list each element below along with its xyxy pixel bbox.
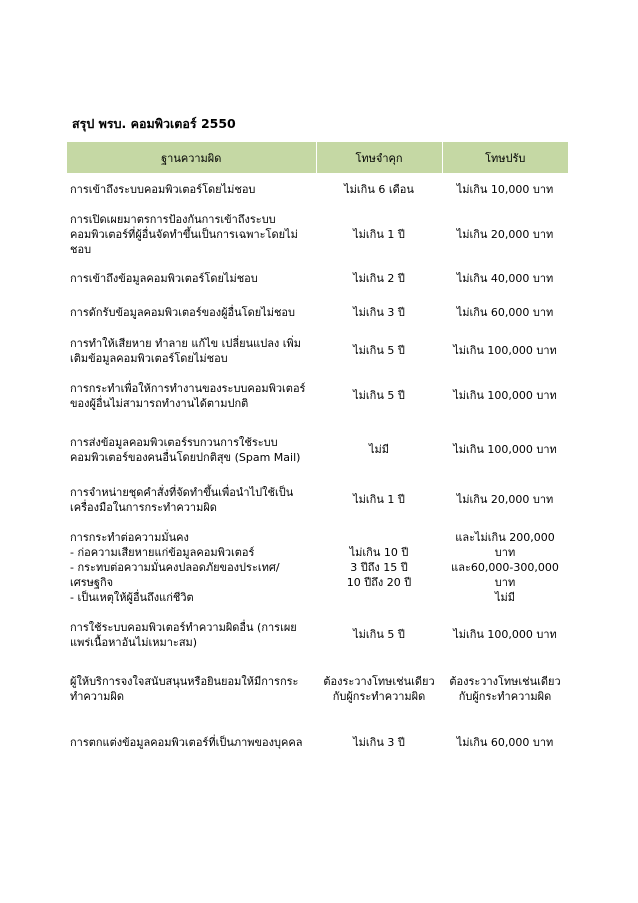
prison-cell: ไม่เกิน 1 ปี [353, 493, 405, 506]
prison-cell: ไม่เกิน 5 ปี [353, 389, 405, 402]
document-title: สรุป พรบ. คอมพิวเตอร์ 2550 [72, 116, 236, 131]
prison-cell: ไม่เกิน 3 ปี [353, 736, 405, 749]
offense-cell: การกระทำเพื่อให้การทำงานของระบบคอมพิวเตอร์ของผู้อื่นไม่สามารถทำงานได้ตามปกติ [70, 381, 306, 410]
column-header-offense: ฐานความผิด [67, 142, 316, 174]
table-header [67, 142, 568, 174]
column-header-fine: โทษปรับ [442, 142, 568, 174]
column-header-prison: โทษจำคุก [316, 142, 442, 174]
fine-cell: ไม่เกิน 20,000 บาท [456, 227, 554, 241]
table-row [67, 294, 568, 332]
offense-cell: ผู้ให้บริการจงใจสนับสนุนหรือยินยอมให้มีการกระทำความผิด [70, 675, 299, 703]
table-body [67, 174, 568, 763]
table-row [67, 264, 568, 294]
table-row [67, 205, 568, 264]
table-row [67, 478, 568, 522]
fine-cell: ไม่เกิน 100,000 บาท [453, 443, 557, 456]
table-row [67, 614, 568, 656]
table-row [67, 332, 568, 370]
offense-cell: การทำให้เสียหาย ทำลาย แก้ไข เปลี่ยนแปลง เพิ่มเติมข้อมูลคอมพิวเตอร์โดยไม่ชอบ [70, 336, 302, 365]
prison-cell: ไม่เกิน 1 ปี [353, 227, 405, 241]
offense-cell: การจำหน่ายชุดคำสั่งที่จัดทำขึ้นเพื่อนำไปใช้เป็นเครื่องมือในการกระทำความผิด [70, 485, 294, 514]
prison-cell: ไม่เกิน 10 ปี 3 ปีถึง 15 ปี 10 ปีถึง 20 ปี [346, 546, 412, 589]
fine-cell: และไม่เกิน 200,000 บาท และ60,000-300,000 บาท ไม่มี [451, 531, 559, 604]
prison-cell: ไม่เกิน 3 ปี [353, 306, 405, 319]
offense-cell: การดักรับข้อมูลคอมพิวเตอร์ของผู้อื่นโดยไม่ชอบ [70, 306, 296, 319]
table-row [67, 370, 568, 422]
table-row [67, 723, 568, 763]
fine-cell: ไม่เกิน 10,000 บาท [456, 182, 554, 196]
prison-cell: ไม่เกิน 6 เดือน [344, 182, 414, 196]
offense-cell: การเข้าถึงข้อมูลคอมพิวเตอร์โดยไม่ชอบ [70, 272, 258, 285]
offense-cell: การตกแต่งข้อมูลคอมพิวเตอร์ที่เป็นภาพของบุคคล [70, 736, 303, 749]
table-row [67, 174, 568, 205]
table-header-row [67, 142, 568, 174]
offense-cell: การเปิดเผยมาตรการป้องกันการเข้าถึงระบบคอมพิวเตอร์ที่ผู้อื่นจัดทำขึ้นเป็นการเฉพาะโดยไม่ชอบ [70, 212, 298, 256]
fine-cell: ไม่เกิน 60,000 บาท [456, 736, 554, 749]
fine-cell: ต้องระวางโทษเช่นเดียวกับผู้กระทำความผิด [449, 675, 561, 703]
prison-cell: ไม่เกิน 5 ปี [353, 344, 405, 357]
offense-cell: การกระทำต่อความมั่นคง - ก่อความเสียหายแก่ข้อมูลคอมพิวเตอร์ - กระทบต่อความมั่นคงปลอดภัยของประเทศ/เศรษฐกิจ - เป็นเหตุให้ผู้อื่นถึงแก่ชีวิต [70, 531, 280, 604]
fine-cell: ไม่เกิน 100,000 บาท [453, 344, 557, 357]
fine-cell: ไม่เกิน 100,000 บาท [453, 628, 557, 641]
prison-cell: ไม่มี [368, 443, 390, 456]
offense-cell: การเข้าถึงระบบคอมพิวเตอร์โดยไม่ชอบ [70, 182, 256, 196]
prison-cell: ต้องระวางโทษเช่นเดียวกับผู้กระทำความผิด [323, 675, 435, 703]
table-row [67, 422, 568, 478]
table-row [67, 522, 568, 614]
offense-cell: การส่งข้อมูลคอมพิวเตอร์รบกวนการใช้ระบบคอมพิวเตอร์ของคนอื่นโดยปกติสุข (Spam Mail) [70, 435, 301, 464]
fine-cell: ไม่เกิน 40,000 บาท [456, 272, 554, 285]
table-row [67, 656, 568, 723]
offense-cell: การใช้ระบบคอมพิวเตอร์ทำความผิดอื่น (การเผยแพร่เนื้อหาอันไม่เหมาะสม) [70, 620, 297, 649]
prison-cell: ไม่เกิน 2 ปี [353, 272, 405, 285]
fine-cell: ไม่เกิน 100,000 บาท [453, 389, 557, 402]
fine-cell: ไม่เกิน 60,000 บาท [456, 306, 554, 319]
fine-cell: ไม่เกิน 20,000 บาท [456, 493, 554, 506]
prison-cell: ไม่เกิน 5 ปี [353, 628, 405, 641]
penalty-table [67, 142, 568, 763]
